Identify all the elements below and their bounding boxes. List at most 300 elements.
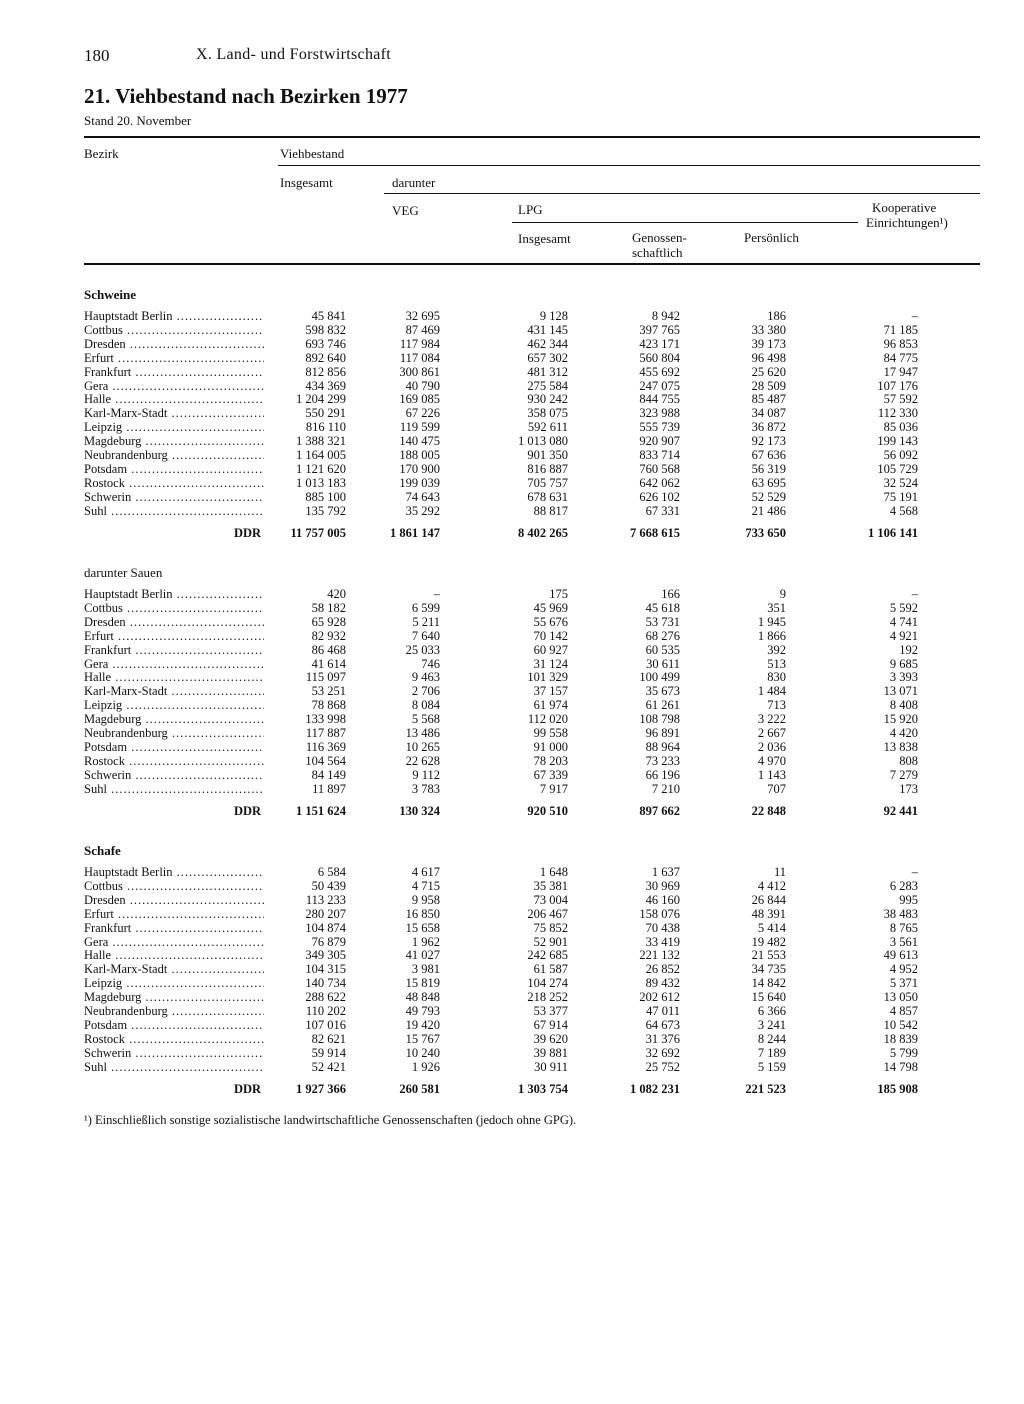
table-cell: 78 203 [533, 753, 568, 768]
table-cell: 1 945 [757, 614, 786, 629]
table-cell: 15 920 [883, 712, 918, 727]
table-cell: 192 [899, 642, 918, 657]
table-cell: 9 685 [889, 656, 918, 671]
table-cell: 45 841 [311, 309, 346, 323]
table-cell: 75 852 [533, 920, 568, 935]
table-cell: 48 848 [405, 990, 440, 1005]
table-cell: 59 914 [311, 1045, 346, 1060]
table-cell: 65 928 [311, 614, 346, 629]
total-row [0, 1082, 1024, 1096]
table-cell: 6 584 [317, 865, 346, 879]
table-cell: 30 611 [646, 656, 680, 671]
table-cell: 1 164 005 [296, 448, 346, 462]
table-cell: 7 917 [539, 781, 568, 796]
bezirk-label: Gera ..... [84, 379, 264, 393]
table-row [0, 365, 1024, 379]
table-row [0, 643, 1024, 657]
table-cell: 25 620 [751, 364, 786, 379]
table-cell: 26 852 [645, 962, 680, 977]
table-cell: 218 252 [527, 990, 568, 1005]
table-cell: 119 599 [399, 420, 440, 435]
table-cell: 55 676 [533, 614, 568, 629]
table-row [0, 462, 1024, 476]
table-cell: 6 366 [757, 1004, 786, 1018]
table-cell: 5 371 [889, 976, 918, 991]
table-cell: 68 276 [645, 628, 680, 643]
table-cell: 53 251 [311, 684, 346, 699]
table-row [0, 1018, 1024, 1032]
table-cell: 91 000 [533, 739, 568, 754]
total-label: DDR [234, 525, 262, 540]
table-cell: 5 568 [411, 712, 440, 727]
table-cell: 5 799 [889, 1045, 918, 1060]
bezirk-label: Dresden ..... [84, 615, 264, 629]
table-cell: 4 857 [889, 1004, 918, 1018]
table-cell: 434 369 [305, 378, 346, 393]
table-cell: 15 767 [405, 1031, 440, 1046]
table-cell: 31 376 [645, 1031, 680, 1046]
section-title-sauen: darunter Sauen [84, 565, 163, 580]
bezirk-label: Magdeburg ..... [84, 434, 264, 448]
header-rule-viehbestand [278, 165, 980, 166]
table-cell: 25 033 [405, 642, 440, 657]
header-genossenschaftlich-1: Genossen- [632, 230, 687, 245]
table-row [0, 935, 1024, 949]
table-cell: 4 412 [757, 878, 786, 893]
table-cell: 166 [661, 587, 680, 601]
table-cell: 808 [899, 753, 918, 768]
table-cell: 32 692 [645, 1045, 680, 1060]
table-cell: 816 110 [305, 420, 346, 435]
table-cell: 67 636 [751, 448, 786, 462]
table-cell: 48 391 [751, 906, 786, 921]
table-cell: 64 673 [645, 1017, 680, 1032]
header-viehbestand: Viehbestand [280, 146, 345, 161]
table-cell: 1 204 299 [296, 392, 346, 407]
table-cell: 423 171 [639, 336, 680, 351]
header-lpg: LPG [518, 202, 543, 217]
table-row [0, 698, 1024, 712]
table-cell: 31 124 [533, 656, 568, 671]
table-row [0, 490, 1024, 504]
bezirk-label: Magdeburg ..... [84, 712, 264, 726]
table-cell: 34 735 [751, 962, 786, 977]
table-cell: 4 420 [889, 726, 918, 740]
table-cell: 107 176 [877, 378, 918, 393]
table-row [0, 448, 1024, 462]
table-cell: 104 564 [305, 753, 346, 768]
table-cell: 33 419 [645, 934, 680, 949]
header-veg: VEG [392, 203, 419, 218]
table-cell: 13 050 [883, 990, 918, 1005]
table-cell: 56 319 [751, 461, 786, 476]
table-cell: 70 438 [645, 920, 680, 935]
table-cell: 4 921 [889, 628, 918, 643]
table-cell: 707 [767, 781, 786, 796]
table-cell: 17 947 [883, 364, 918, 379]
table-cell: 16 850 [405, 906, 440, 921]
table-cell: 7 279 [889, 767, 918, 782]
total-row [0, 804, 1024, 818]
table-cell: 13 486 [405, 726, 440, 740]
table-row [0, 337, 1024, 351]
table-cell: 5 592 [889, 600, 918, 615]
table-cell: 930 242 [527, 392, 568, 407]
table-cell: 4 617 [411, 865, 440, 879]
header-kooperative-2: Einrichtungen¹) [866, 215, 948, 230]
table-cell: 760 568 [639, 461, 680, 476]
bezirk-label: Hauptstadt Berlin ..... [84, 865, 264, 879]
table-cell: – [911, 309, 918, 323]
table-row [0, 1004, 1024, 1018]
header-rule-lpg [512, 222, 858, 223]
bezirk-label: Neubrandenburg ..... [84, 726, 264, 740]
table-cell: 41 614 [311, 656, 346, 671]
table-cell: 49 613 [883, 948, 918, 963]
table-cell: 73 004 [533, 892, 568, 907]
table-cell: 1 866 [757, 628, 786, 643]
table-cell: 36 872 [751, 420, 786, 435]
bezirk-label: Erfurt ..... [84, 351, 264, 365]
bezirk-label: Cottbus ..... [84, 601, 264, 615]
table-cell: 598 832 [305, 322, 346, 337]
table-cell: 60 535 [645, 642, 680, 657]
table-row [0, 726, 1024, 740]
table-cell: 4 970 [757, 753, 786, 768]
bezirk-label: Potsdam ..... [84, 1018, 264, 1032]
table-cell: 678 631 [527, 489, 568, 504]
table-cell: 280 207 [305, 906, 346, 921]
table-cell: 104 315 [305, 962, 346, 977]
table-cell: 88 817 [533, 503, 568, 518]
table-cell: 3 981 [411, 962, 440, 977]
table-cell: 5 159 [757, 1059, 786, 1074]
table-cell: 46 160 [645, 892, 680, 907]
table-cell: 53 377 [533, 1004, 568, 1018]
header-bottom-rule [84, 263, 980, 265]
table-cell: 5 414 [757, 920, 786, 935]
bezirk-label: Karl-Marx-Stadt ..... [84, 406, 264, 420]
header-bezirk: Bezirk [84, 146, 119, 161]
table-cell: 99 558 [533, 726, 568, 740]
table-subtitle: Stand 20. November [84, 113, 192, 128]
table-row [0, 601, 1024, 615]
table-cell: 431 145 [527, 322, 568, 337]
table-cell: 202 612 [639, 990, 680, 1005]
table-cell: 116 369 [305, 739, 346, 754]
table-cell: 82 621 [311, 1031, 346, 1046]
table-row [0, 865, 1024, 879]
table-cell: 19 482 [751, 934, 786, 949]
table-cell: 1 637 [651, 865, 680, 879]
table-cell: 8 408 [889, 698, 918, 713]
table-cell: 35 381 [533, 878, 568, 893]
table-cell: 74 643 [405, 489, 440, 504]
table-cell: 18 839 [883, 1031, 918, 1046]
table-row [0, 587, 1024, 601]
table-cell: 140 734 [305, 976, 346, 991]
table-cell: 1 121 620 [296, 461, 346, 476]
table-cell: 199 143 [877, 434, 918, 449]
table-row [0, 629, 1024, 643]
footnote: ¹) Einschließlich sonstige sozialistische landwirtschaftliche Genossenschaften (jedoch ohne GPG). [84, 1113, 577, 1127]
table-cell: 7 189 [757, 1045, 786, 1060]
table-cell: 6 599 [411, 600, 440, 615]
bezirk-label: Karl-Marx-Stadt ..... [84, 684, 264, 698]
total-cell: 1 303 754 [518, 1081, 568, 1096]
table-cell: 113 233 [305, 892, 346, 907]
table-cell: 96 853 [883, 336, 918, 351]
table-cell: 713 [767, 698, 786, 713]
table-cell: 30 969 [645, 878, 680, 893]
table-row [0, 879, 1024, 893]
total-cell: 733 650 [745, 525, 786, 540]
bezirk-label: Rostock ..... [84, 754, 264, 768]
total-label: DDR [234, 1081, 262, 1096]
table-cell: 560 804 [639, 350, 680, 365]
table-cell: 2 667 [757, 726, 786, 740]
table-row [0, 309, 1024, 323]
table-cell: 140 475 [399, 434, 440, 449]
table-cell: 100 499 [639, 670, 680, 685]
table-cell: 96 498 [751, 350, 786, 365]
table-cell: 14 842 [751, 976, 786, 991]
table-cell: 21 553 [751, 948, 786, 963]
bezirk-label: Schwerin ..... [84, 1046, 264, 1060]
table-cell: 513 [767, 656, 786, 671]
table-cell: 1 962 [411, 934, 440, 949]
bezirk-label: Karl-Marx-Stadt ..... [84, 962, 264, 976]
table-cell: 78 868 [311, 698, 346, 713]
header-persoenlich: Persönlich [744, 230, 799, 245]
table-cell: 812 856 [305, 364, 346, 379]
table-row [0, 406, 1024, 420]
table-cell: 10 542 [883, 1017, 918, 1032]
table-cell: 75 191 [883, 489, 918, 504]
table-cell: 108 798 [639, 712, 680, 727]
table-cell: 96 891 [645, 726, 680, 740]
table-cell: 746 [421, 656, 440, 671]
table-cell: 158 076 [639, 906, 680, 921]
table-cell: 844 755 [639, 392, 680, 407]
table-cell: 117 984 [399, 336, 440, 351]
table-row [0, 684, 1024, 698]
total-cell: 1 861 147 [390, 525, 440, 540]
table-cell: 15 640 [751, 990, 786, 1005]
table-row [0, 768, 1024, 782]
bezirk-label: Rostock ..... [84, 1032, 264, 1046]
table-cell: 89 432 [645, 976, 680, 991]
table-cell: 110 202 [305, 1004, 346, 1018]
section-title-schafe: Schafe [84, 843, 121, 858]
table-cell: 47 011 [646, 1004, 680, 1018]
total-cell: 221 523 [745, 1081, 786, 1096]
table-cell: 13 071 [883, 684, 918, 699]
table-cell: 92 173 [751, 434, 786, 449]
table-cell: 34 087 [751, 406, 786, 421]
table-row [0, 1046, 1024, 1060]
table-row [0, 754, 1024, 768]
table-cell: 67 226 [405, 406, 440, 421]
table-cell: 57 592 [883, 392, 918, 407]
header-lpg-insgesamt: Insgesamt [518, 231, 571, 246]
table-cell: 1 013 080 [518, 434, 568, 449]
table-cell: 45 618 [645, 600, 680, 615]
table-cell: 21 486 [751, 503, 786, 518]
table-cell: 3 222 [757, 712, 786, 727]
table-cell: 53 731 [645, 614, 680, 629]
table-cell: 112 330 [877, 406, 918, 421]
table-cell: 117 887 [305, 726, 346, 740]
total-cell: 260 581 [399, 1081, 440, 1096]
bezirk-label: Schwerin ..... [84, 768, 264, 782]
table-cell: 61 974 [533, 698, 568, 713]
table-cell: 35 292 [405, 503, 440, 518]
bezirk-label: Cottbus ..... [84, 879, 264, 893]
table-row [0, 907, 1024, 921]
table-cell: 885 100 [305, 489, 346, 504]
table-row [0, 420, 1024, 434]
table-cell: 10 265 [405, 739, 440, 754]
table-cell: 300 861 [399, 364, 440, 379]
total-cell: 92 441 [883, 803, 918, 818]
table-cell: 242 685 [527, 948, 568, 963]
bezirk-label: Gera ..... [84, 657, 264, 671]
table-cell: 199 039 [399, 475, 440, 490]
table-cell: 481 312 [527, 364, 568, 379]
bezirk-label: Suhl ..... [84, 504, 264, 518]
table-cell: 67 331 [645, 503, 680, 518]
table-row [0, 962, 1024, 976]
table-cell: 4 568 [889, 503, 918, 518]
table-cell: 550 291 [305, 406, 346, 421]
total-label: DDR [234, 803, 262, 818]
table-row [0, 657, 1024, 671]
table-row [0, 893, 1024, 907]
table-cell: 28 509 [751, 378, 786, 393]
table-cell: 2 036 [757, 739, 786, 754]
table-row [0, 1032, 1024, 1046]
table-cell: 66 196 [645, 767, 680, 782]
header-genossenschaftlich-2: schaftlich [632, 245, 683, 260]
table-cell: – [433, 587, 440, 601]
table-cell: 67 914 [533, 1017, 568, 1032]
header-insgesamt: Insgesamt [280, 175, 333, 190]
bezirk-label: Halle ..... [84, 948, 264, 962]
table-cell: 39 881 [533, 1045, 568, 1060]
bezirk-label: Frankfurt ..... [84, 643, 264, 657]
table-cell: 135 792 [305, 503, 346, 518]
table-cell: 38 483 [883, 906, 918, 921]
table-cell: 63 695 [751, 475, 786, 490]
table-cell: 455 692 [639, 364, 680, 379]
table-cell: 555 739 [639, 420, 680, 435]
table-cell: 50 439 [311, 878, 346, 893]
table-cell: 920 907 [639, 434, 680, 449]
bezirk-label: Erfurt ..... [84, 629, 264, 643]
table-cell: 11 [773, 865, 786, 879]
table-cell: 3 783 [411, 781, 440, 796]
table-cell: 833 714 [639, 448, 680, 462]
table-cell: 73 233 [645, 753, 680, 768]
table-cell: 76 879 [311, 934, 346, 949]
table-row [0, 379, 1024, 393]
bezirk-label: Hauptstadt Berlin ..... [84, 309, 264, 323]
table-cell: 8 942 [651, 309, 680, 323]
header-rule-darunter [384, 193, 980, 194]
table-cell: 39 173 [751, 336, 786, 351]
table-cell: 358 075 [527, 406, 568, 421]
table-cell: 82 932 [311, 628, 346, 643]
bezirk-label: Cottbus ..... [84, 323, 264, 337]
table-cell: 56 092 [883, 448, 918, 462]
table-row [0, 782, 1024, 796]
table-row [0, 392, 1024, 406]
table-cell: 70 142 [533, 628, 568, 643]
bezirk-label: Halle ..... [84, 670, 264, 684]
section-title-schweine: Schweine [84, 287, 136, 302]
bezirk-label: Frankfurt ..... [84, 921, 264, 935]
table-cell: 169 085 [399, 392, 440, 407]
table-row [0, 434, 1024, 448]
running-header: X. Land- und Forstwirtschaft [196, 46, 392, 63]
table-cell: 3 241 [757, 1017, 786, 1032]
bezirk-label: Rostock ..... [84, 476, 264, 490]
table-cell: 175 [549, 587, 568, 601]
table-cell: 8 084 [411, 698, 440, 713]
table-row [0, 740, 1024, 754]
table-cell: 6 283 [889, 878, 918, 893]
table-cell: 19 420 [405, 1017, 440, 1032]
total-cell: 1 927 366 [296, 1081, 346, 1096]
table-cell: 9 128 [539, 309, 568, 323]
table-cell: 995 [899, 892, 918, 907]
table-cell: 10 240 [405, 1045, 440, 1060]
table-cell: 397 765 [639, 322, 680, 337]
table-cell: 351 [767, 600, 786, 615]
table-cell: 462 344 [527, 336, 568, 351]
table-cell: 705 757 [527, 475, 568, 490]
table-cell: – [911, 587, 918, 601]
total-cell: 920 510 [527, 803, 568, 818]
table-row [0, 504, 1024, 518]
table-cell: 592 611 [527, 420, 568, 435]
table-cell: 323 988 [639, 406, 680, 421]
table-cell: 170 900 [399, 461, 440, 476]
table-cell: 11 897 [312, 781, 346, 796]
bezirk-label: Leipzig ..... [84, 976, 264, 990]
table-cell: – [911, 865, 918, 879]
table-cell: 206 467 [527, 906, 568, 921]
total-cell: 7 668 615 [630, 525, 680, 540]
table-cell: 33 380 [751, 322, 786, 337]
page-number: 180 [84, 46, 110, 65]
table-row [0, 921, 1024, 935]
bezirk-label: Leipzig ..... [84, 420, 264, 434]
total-cell: 1 082 231 [630, 1081, 680, 1096]
table-cell: 45 969 [533, 600, 568, 615]
bezirk-label: Schwerin ..... [84, 490, 264, 504]
table-cell: 7 640 [411, 628, 440, 643]
table-row [0, 712, 1024, 726]
table-cell: 85 487 [751, 392, 786, 407]
table-cell: 52 421 [311, 1059, 346, 1074]
table-cell: 1 926 [411, 1059, 440, 1074]
total-cell: 130 324 [399, 803, 440, 818]
table-cell: 816 887 [527, 461, 568, 476]
table-cell: 8 765 [889, 920, 918, 935]
table-cell: 84 775 [883, 350, 918, 365]
